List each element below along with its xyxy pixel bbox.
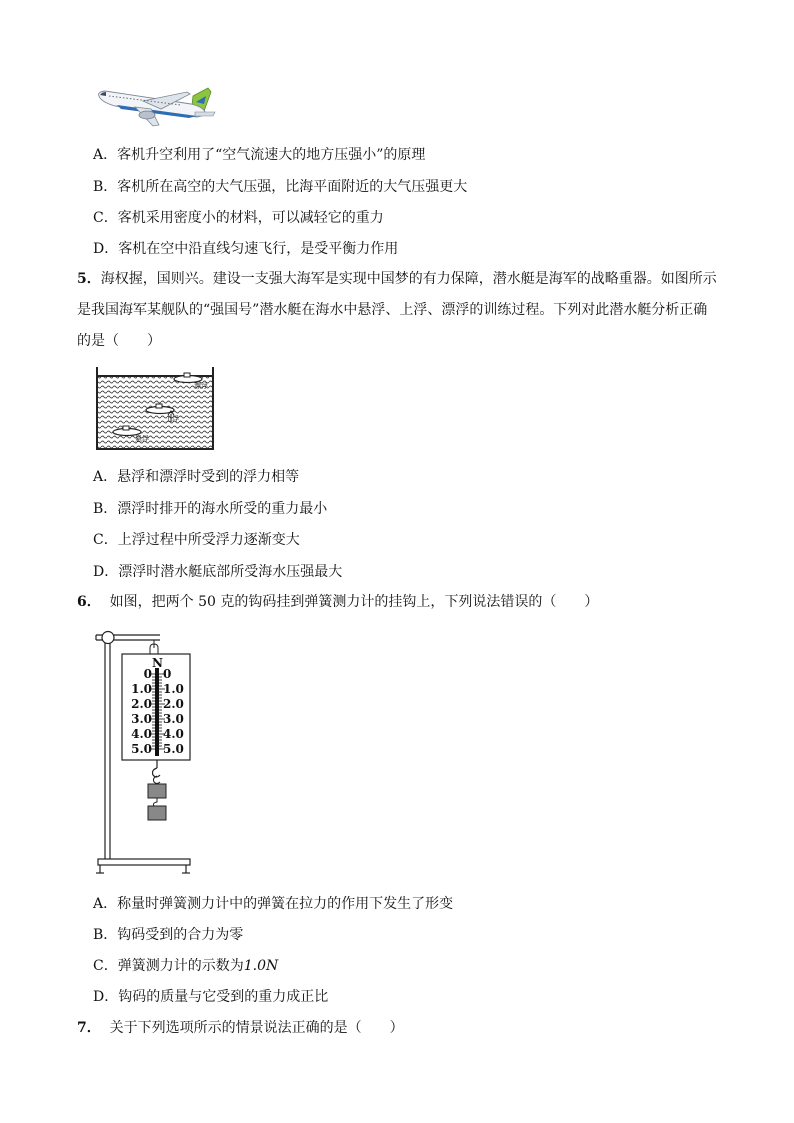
q6-option-c-value: 1.0N [243,958,279,974]
question-7-text: 关于下列选项所示的情景说法正确的是（ ） [109,1020,404,1036]
scale-right-3: 3.0 [163,712,184,726]
q4-option-b: B．客机所在高空的大气压强，比海平面附近的大气压强更大 [93,179,468,195]
label-floating: 漂浮 [194,382,208,390]
q6-option-a: A．称量时弹簧测力计中的弹簧在拉力的作用下发生了形变 [93,896,454,912]
question-5-number: 5． [77,271,101,287]
q6-option-c [93,955,278,975]
q4-option-c: C．客机采用密度小的材料，可以减轻它的重力 [93,210,384,226]
scale-left-1: 1.0 [131,682,152,696]
scale-left-labels [128,667,152,757]
q6-option-b: B．钩码受到的合力为零 [93,927,244,943]
scale-right-2: 2.0 [163,697,184,711]
scale-left-5: 5.0 [131,742,152,756]
question-5-line2: 是我国海军某舰队的“强国号”潜水艇在海水中悬浮、上浮、漂浮的训练过程。下列对此潜水艇分析正确 [77,302,708,318]
question-7-number: 7． [77,1020,101,1036]
question-6-stem [77,591,598,611]
question-5-line1: 海权握，国则兴。建设一支强大海军是实现中国梦的有力保障，潜水艇是海军的战略重器。如图所示 [100,271,717,287]
q4-option-d: D．客机在空中沿直线匀速飞行，是受平衡力作用 [93,241,399,257]
scale-unit-label: N [152,656,163,670]
scale-left-4: 4.0 [131,727,152,741]
question-6-text: 如图，把两个 50 克的钩码挂到弹簧测力计的挂钩上，下列说法错误的（ ） [109,594,599,610]
label-rising: 上浮 [165,415,179,423]
q5-option-c: C．上浮过程中所受浮力逐渐变大 [93,532,300,548]
airplane-figure [95,82,220,134]
q4-option-a: A．客机升空利用了“空气流速大的地方压强小”的原理 [93,147,426,163]
q6-option-d: D．钩码的质量与它受到的重力成正比 [93,989,329,1005]
question-6-number: 6． [77,594,101,610]
scale-right-5: 5.0 [163,742,184,756]
q5-option-d: D．漂浮时潜水艇底部所受海水压强最大 [93,564,343,580]
question-7-stem [77,1017,404,1037]
question-5-stem [77,264,747,357]
q5-option-a: A．悬浮和漂浮时受到的浮力相等 [93,469,300,485]
scale-left-3: 3.0 [131,712,152,726]
scale-right-4: 4.0 [163,727,184,741]
scale-left-2: 2.0 [131,697,152,711]
q5-option-b: B．漂浮时排开的海水所受的重力最小 [93,501,328,517]
scale-right-1: 1.0 [163,682,184,696]
q6-option-c-text: C．弹簧测力计的示数为 [93,958,244,974]
question-5-line3: 的是（ ） [77,333,161,349]
scale-right-labels [163,667,189,757]
scale-left-0: 0 [143,667,152,681]
label-suspended: 悬浮 [135,435,149,443]
scale-right-0: 0 [163,667,172,681]
submarine-figure [95,364,217,452]
spring-scale-figure [92,626,196,876]
